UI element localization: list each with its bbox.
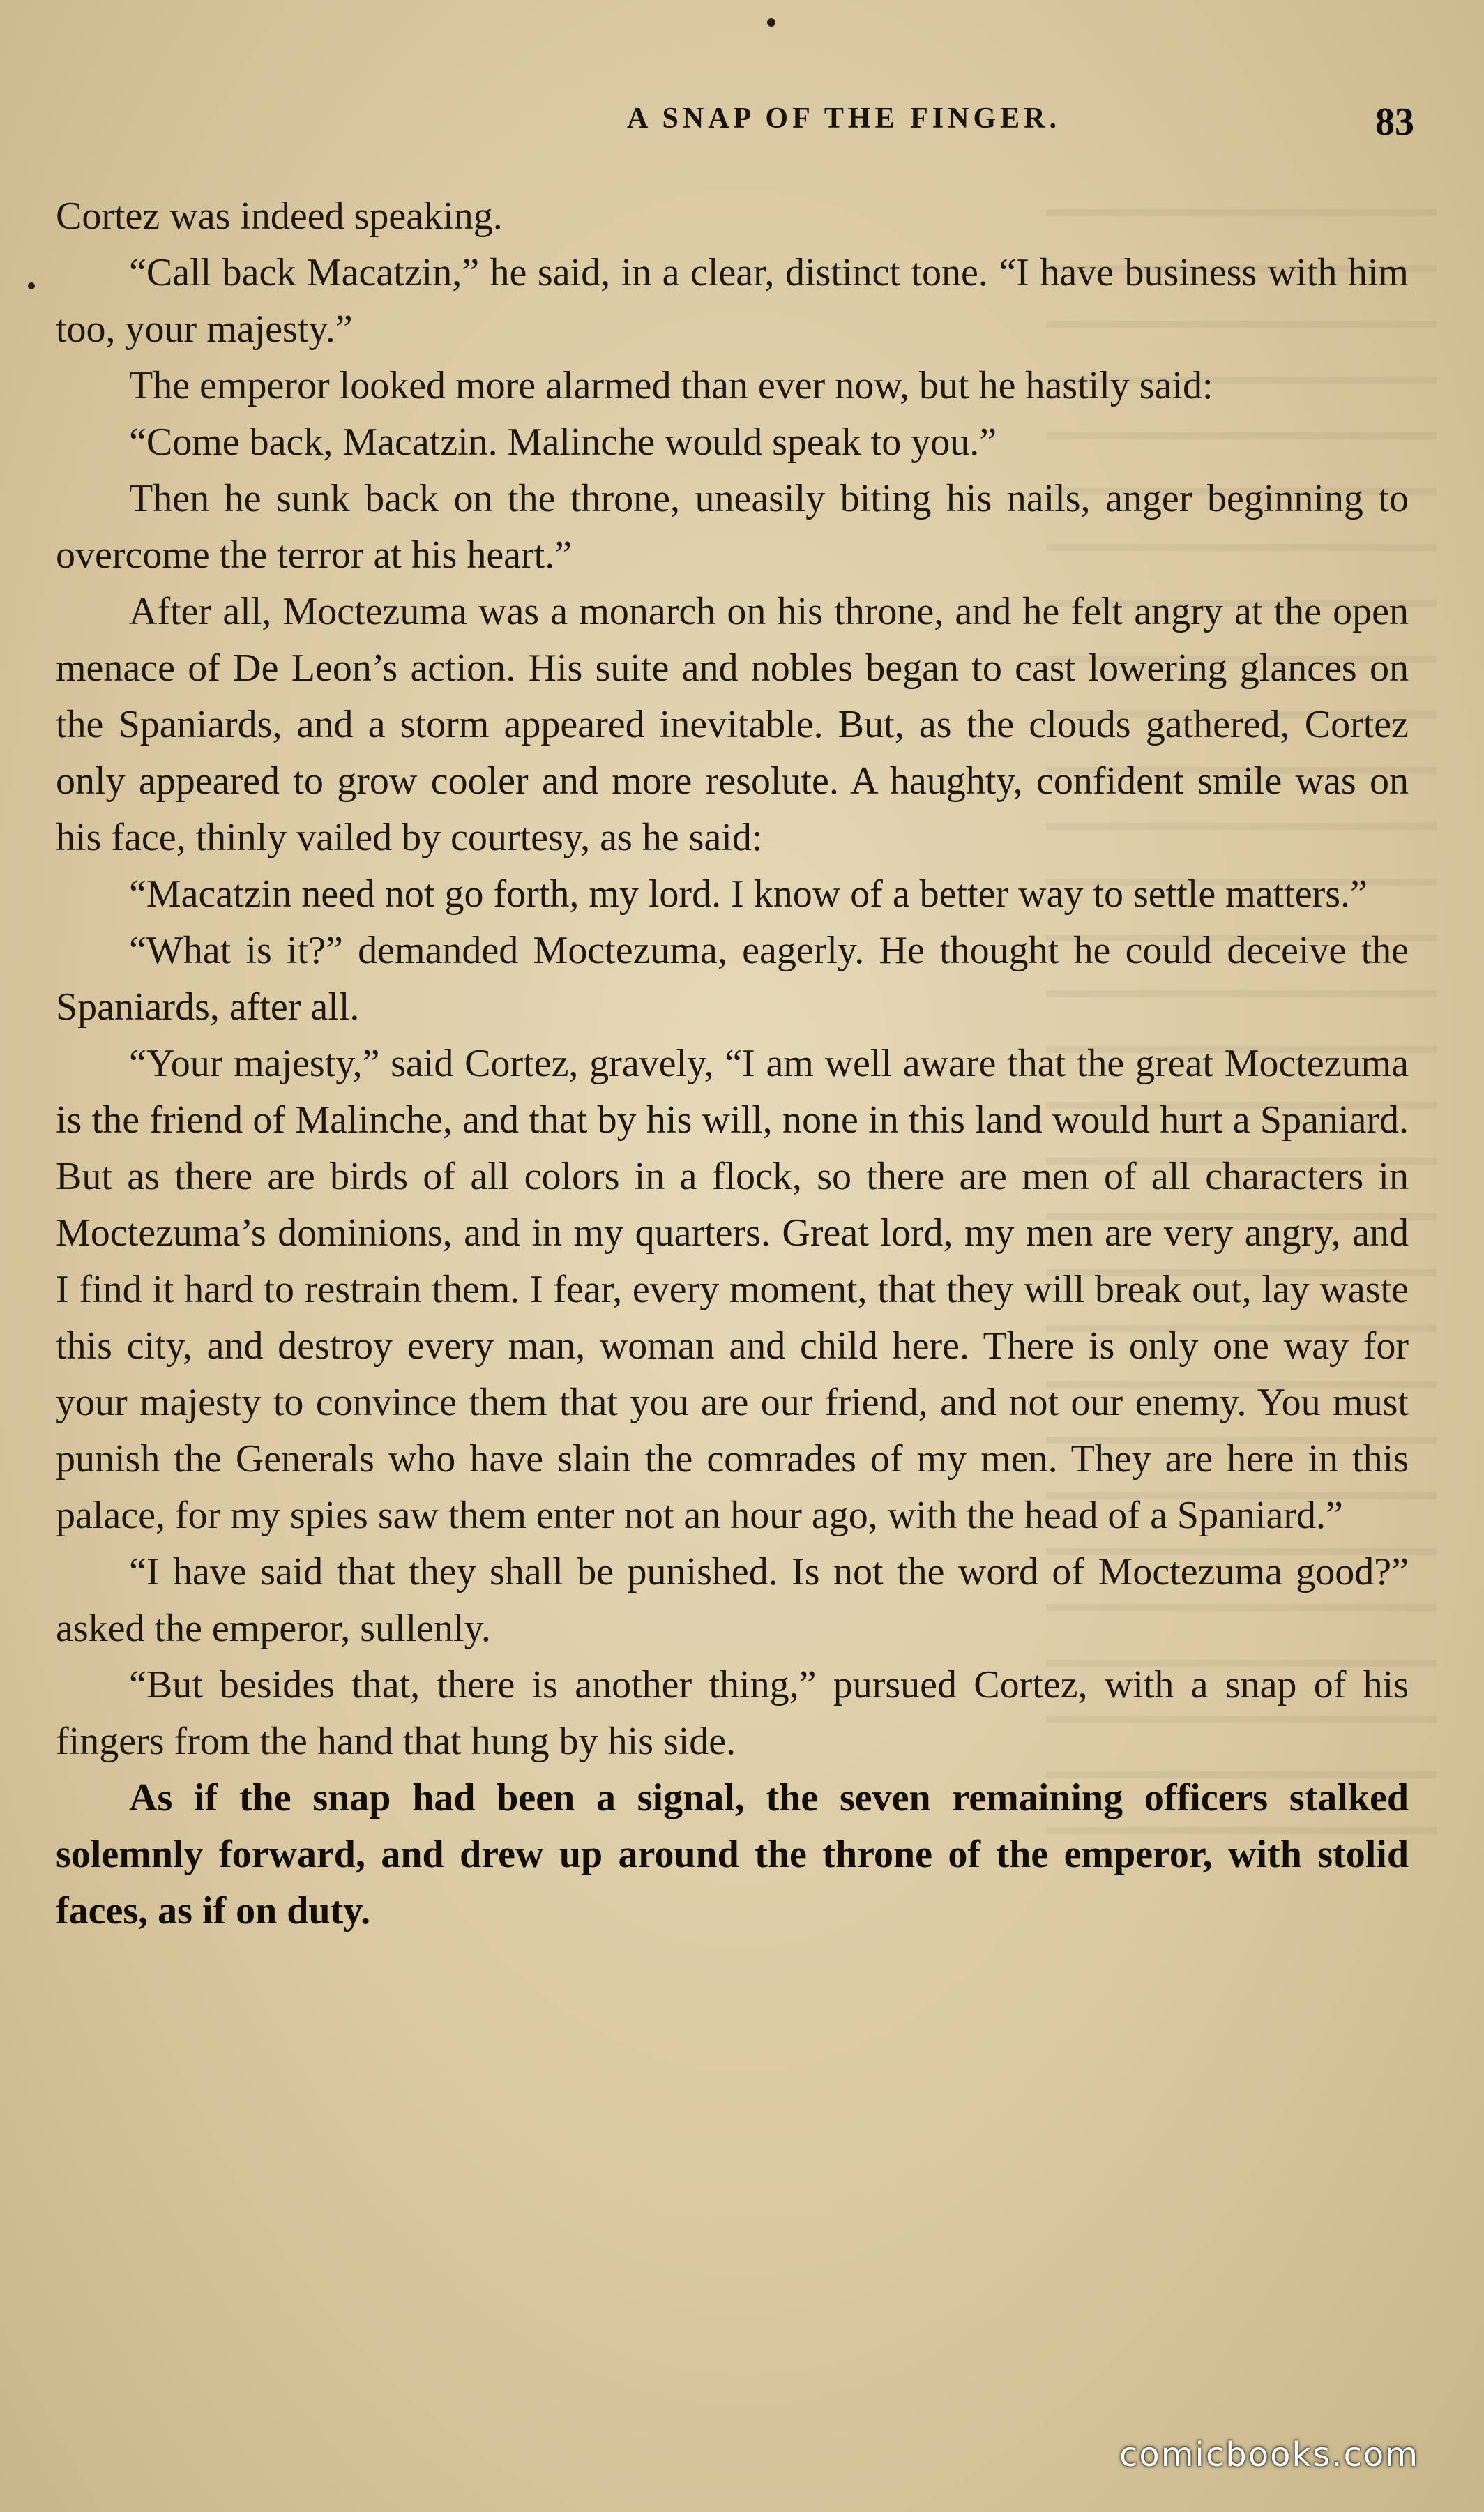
paragraph: “Macatzin need not go forth, my lord. I know of a better way to settle matters.”: [129, 872, 1368, 916]
paragraph: “Call back Macatzin,” he said, in a clear, distinct tone. “I have business with him too, your majesty.”: [56, 251, 1409, 351]
paragraph: As if the snap had been a signal, the seven remaining officers stalked solemnly forward, and drew up around the throne of the emperor, with stolid faces, as if on duty.: [56, 1776, 1409, 1932]
paragraph: “I have said that they shall be punished. Is not the word of Moctezuma good?” asked the emperor, sullenly.: [56, 1550, 1409, 1650]
paragraph: “Your majesty,” said Cortez, gravely, “I am well aware that the great Moctezuma is the friend of Malinche, and that by his will, none in this land would hurt a Spaniard. But as there are birds of all colors in a flock, so there are men of all characters in Moctezuma’s dominions, and in my quarters. Great lord, my men are very angry, and I find it hard to restrain them. I fear, every moment, that they will break out, lay waste this city, and destroy every man, woman and child here. There is only one way for your majesty to convince them that you are our friend, and not our enemy. You must punish the Generals who have slain the comrades of my men. They are here in this palace, for my spies saw them enter not an hour ago, with the head of a Spaniard.”: [56, 1042, 1409, 1537]
page-body: [56, 188, 1409, 1939]
ink-speck: [28, 282, 35, 289]
paragraph: Then he sunk back on the throne, uneasily biting his nails, anger beginning to overcome the terror at his heart.”: [56, 477, 1409, 577]
ink-speck: [767, 18, 775, 27]
running-title: A SNAP OF THE FINGER.: [627, 103, 1061, 135]
page-number: 83: [1375, 100, 1414, 144]
paragraph: The emperor looked more alarmed than ever now, but he hastily said:: [129, 364, 1213, 407]
paragraph: Cortez was indeed speaking.: [56, 195, 503, 238]
paragraph: “Come back, Macatzin. Malinche would speak to you.”: [129, 421, 997, 464]
paragraph: “But besides that, there is another thing,” pursued Cortez, with a snap of his fingers from the hand that hung by his side.: [56, 1663, 1409, 1763]
paragraph: “What is it?” demanded Moctezuma, eagerly. He thought he could deceive the Spaniards, after all.: [56, 929, 1409, 1029]
site-watermark: comicbooks.com: [1119, 2435, 1420, 2474]
paragraph: After all, Moctezuma was a monarch on his throne, and he felt angry at the open menace of De Leon’s action. His suite and nobles began to cast lowering glances on the Spaniards, and a storm appeared inevitable. But, as the clouds gathered, Cortez only appeared to grow cooler and more resolute. A haughty, confident smile was on his face, thinly vailed by courtesy, as he said:: [56, 590, 1409, 859]
